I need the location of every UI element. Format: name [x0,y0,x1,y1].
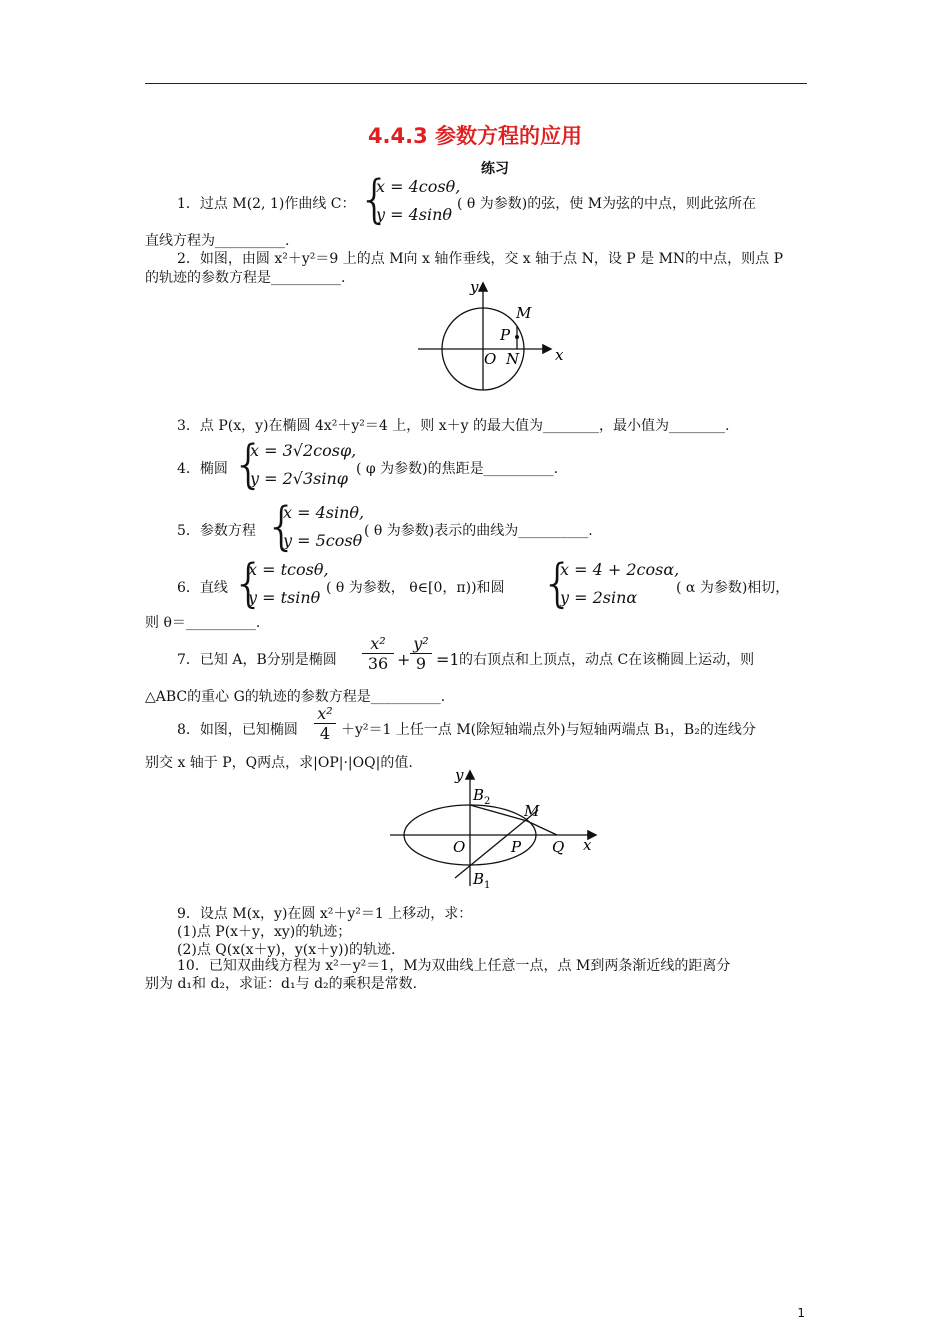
point-p [515,335,519,339]
problem-7-line2: △ABC的重心 G的轨迹的参数方程是__________. [145,689,446,705]
label-b2: $B_2$ [473,786,491,807]
problem-4-prefix: 4．椭圆 [177,461,228,477]
problem-6-middle: ( θ 为参数， θ∈[0，π))和圆 [326,580,505,596]
problem-4-suffix: ( φ 为参数)的焦距是__________. [356,461,559,477]
problem-5-system [283,499,364,555]
label-o: O [453,838,466,856]
problem-5-eq-y: y = 5cosθ [283,531,363,550]
problem-1-eq-y: y = 4sinθ [376,205,453,224]
problem-1-suffix: ( θ 为参数)的弦，使 M为弦的中点，则此弦所在 [457,196,757,212]
problem-5-brace: { [265,497,299,557]
circle-figure [410,278,580,398]
problem-8-suffix: ＋y²＝1 上任一点 M(除短轴端点外)与短轴两端点 B₁，B₂的连线分 [341,722,756,738]
line-m-q [527,821,557,835]
problem-4-eq-y: y = 2√3sinφ [250,469,349,488]
problem-4-system [250,437,356,493]
problem-6-line2: 则 θ＝__________. [145,615,261,631]
problem-1-eq-x: x = 4cosθ, [376,177,461,196]
label-x: x [583,836,592,854]
problem-5-suffix: ( θ 为参数)表示的曲线为__________. [364,523,593,539]
problem-6-brace-2: { [541,554,575,614]
problem-7-fraction-2: $\frac{\text{y²}}{9}$ [410,634,432,673]
problem-9-line3: (2)点 Q(x(x＋y)，y(x＋y))的轨迹. [177,942,396,958]
problem-10-line2: 别为 d₁和 d₂，求证：d₁与 d₂的乘积是常数. [145,976,418,992]
problem-6-eq-x: x = tcosθ, [248,560,329,579]
label-q: Q [552,838,565,856]
problem-1-system [376,173,460,229]
problem-6-system-1 [248,556,329,612]
problem-6-suffix: ( α 为参数)相切， [676,580,790,596]
problem-4-eq-x: x = 3√2cosφ, [250,441,357,460]
ellipse-figure [385,764,610,894]
problem-8-prefix: 8．如图，已知椭圆 [177,722,298,738]
problem-7-fraction-1: $\frac{\text{x²}}{36}$ [362,634,394,673]
problem-7-prefix: 7．已知 A，B分别是椭圆 [177,652,337,668]
problem-9-line1: 9．设点 M(x，y)在圆 x²＋y²＝1 上移动，求： [177,906,473,922]
label-y: y [470,278,479,296]
label-m: M [524,802,540,820]
problem-7-equals: =1 [436,650,460,669]
label-o: O [484,350,497,368]
problem-6-brace-1: { [232,554,266,614]
line-b1-m [455,810,538,878]
problem-4-brace: { [232,435,266,495]
problem-7-plus: + [397,650,411,669]
section-subtitle: 练习 [481,161,509,177]
problem-6-eq-circle-x: x = 4 + 2cosα, [560,560,680,579]
problem-6-prefix: 6．直线 [177,580,228,596]
label-b1: $B_1$ [473,870,491,891]
problem-1-brace: { [358,170,392,230]
problem-5-prefix: 5．参数方程 [177,523,256,539]
label-x: x [555,346,564,364]
problem-1-line2: 直线方程为__________. [145,233,290,249]
problem-10-line1: 10．已知双曲线方程为 x²－y²＝1，M为双曲线上任意一点，点 M到两条渐近线的距离分 [177,958,731,974]
problem-8-fraction: $\frac{\text{x²}}{4}$ [314,704,336,743]
label-p: P [511,838,522,856]
problem-3-line1: 3．点 P(x，y)在椭圆 4x²＋y²＝4 上，则 x＋y 的最大值为________，最小值为________. [177,418,730,434]
page-number: 1 [797,1306,805,1320]
problem-6-eq-circle-y: y = 2sinα [560,588,638,607]
label-n: N [506,350,520,368]
problem-8-line2: 别交 x 轴于 P，Q两点，求|OP|·|OQ|的值. [145,755,413,771]
problem-5-eq-x: x = 4sinθ, [283,503,365,522]
header-rule [145,83,807,84]
label-m: M [516,304,532,322]
problem-2-line2: 的轨迹的参数方程是__________. [145,270,346,286]
problem-6-system-2 [560,556,679,612]
label-y: y [455,766,464,784]
problem-6-eq-y: y = tsinθ [248,588,321,607]
problem-2-line1: 2．如图，由圆 x²＋y²＝9 上的点 M向 x 轴作垂线，交 x 轴于点 N，设 P 是 MN的中点，则点 P [177,251,784,267]
label-p: P [500,326,511,344]
page-title: 4.4.3 参数方程的应用 [367,124,583,148]
problem-1-prefix: 1．过点 M(2, 1)作曲线 C： [177,196,356,212]
problem-7-suffix: 的右顶点和上顶点，动点 C在该椭圆上运动，则 [459,652,755,668]
problem-9-line2: (1)点 P(x＋y，xy)的轨迹； [177,924,352,940]
